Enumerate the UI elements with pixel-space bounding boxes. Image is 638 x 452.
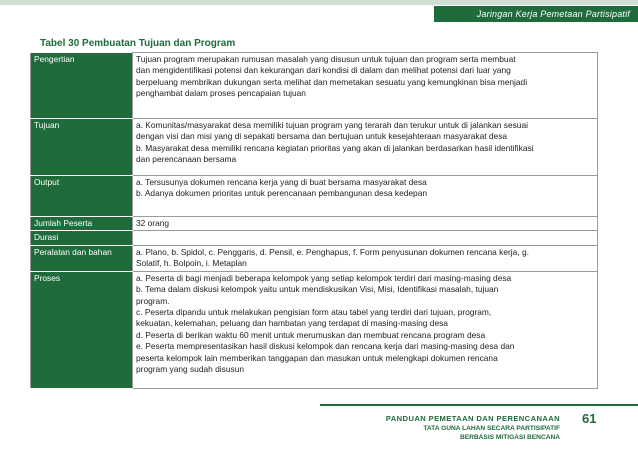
table-row: [31, 217, 598, 231]
text-line: a. Peserta di bagi menjadi beberapa kelompok yang setiap kelompok terdiri dari masing-masing desa: [136, 272, 512, 283]
row-content-durasi: [133, 231, 598, 245]
table-row: [31, 119, 598, 176]
text-line: penghambat dalam proses pencapaian tujuan: [136, 88, 306, 99]
footer-publication: [386, 414, 560, 443]
table-row: [31, 271, 598, 388]
footer-subtitle-2: BERBASIS MITIGASI BENCANA: [459, 434, 560, 441]
row-content-peralatan: [133, 245, 598, 271]
text-line: kekuatan, kelemahan, peluang dan hambatan yang terdapat di masing-masing desa: [136, 318, 448, 329]
text-line: program yang sudah disusun: [136, 364, 245, 375]
row-label-tujuan: Tujuan: [31, 119, 133, 176]
text-line: Tujuan program merupakan rumusan masalah yang disusun untuk tujuan dan program serta membuat: [136, 54, 516, 64]
footer-title: PANDUAN PEMETAAN DAN PERENCANAAN: [385, 414, 560, 423]
footer-subtitle: TATA GUNA LAHAN SECARA PARTISIPATIF: [423, 424, 560, 432]
text-line: Solatif, h. Bolpoin, i. Metaplan: [136, 258, 247, 269]
text-line: b. Tema dalam diskusi kelompok yaitu untuk mendiskusikan Visi, Misi, Identifikasi masalah, tujuan: [136, 284, 499, 295]
text-line: d. Peserta di berikan waktu 60 menit untuk merumuskan dan membuat rencana program desa: [136, 329, 486, 340]
text-line: dan mengidentifikasi potensi dan kekurangan dari kondisi di dalam dan melihat potensi dari luar yang: [136, 65, 511, 76]
row-label-jumlah-peserta: Jumlah Peserta: [31, 217, 133, 231]
running-header: Jaringan Kerja Pemetaan Partisipatif: [434, 6, 638, 22]
table-row: [31, 176, 598, 217]
row-content-output: [133, 176, 598, 217]
text-line: e. Peserta mempresentasikan hasil diskusi kelompok dan rencana kerja dari masing-masing desa dan: [136, 341, 515, 352]
text-line: a. Plano, b. Spidol, c. Penggaris, d. Pensil, e. Penghapus, f. Form penyusunan dokumen rencana kerja, g.: [136, 246, 529, 257]
row-label-durasi: Durasi: [31, 231, 133, 245]
text-line: b. Masyarakat desa memiliki rencana kegiatan prioritas yang akan di jalankan berdasarkan hasil identifikasi: [136, 142, 534, 153]
row-content-proses: [133, 271, 598, 388]
table-title: Tabel 30 Pembuatan Tujuan dan Program: [40, 38, 236, 49]
text-line: a. Tersusunya dokumen rencana kerja yang di buat bersama masyarakat desa: [136, 177, 427, 187]
row-label-pengertian: Pengertian: [31, 53, 133, 119]
text-line: berpeluang membrikan dukungan serta melihat dan memetakan sesuatu yang kemungkinan bisa menjadi: [136, 76, 528, 87]
text-line: program.: [136, 295, 170, 306]
program-table: [30, 52, 598, 389]
table-row: [31, 245, 598, 271]
table-row: [31, 53, 598, 119]
text-line: b. Adanya dokumen prioritas untuk perencanaan pembangunan desa kedepan: [136, 188, 428, 199]
table-row: [31, 231, 598, 245]
text-line: dan perencanaan bersama: [136, 154, 237, 165]
row-label-peralatan: Peralatan dan bahan: [31, 245, 133, 271]
row-content-tujuan: [133, 119, 598, 176]
text-line: c. Peserta dipandu untuk melakukan pengisian form atau tabel yang terdiri dari tujuan, program,: [136, 307, 492, 318]
row-content-pengertian: [133, 53, 598, 119]
row-label-proses: Proses: [31, 271, 133, 388]
text-line: a. Komunitas/masyarakat desa memiliki tujuan program yang terarah dan terukur untuk di jalankan sesuai: [136, 120, 528, 130]
page-number: 61: [582, 411, 597, 426]
row-content-jumlah-peserta: 32 orang: [133, 217, 598, 231]
top-decorative-strip: [0, 0, 638, 5]
text-line: peserta kelompok lain memberikan tanggapan dan masukan untuk melengkapi dokumen rencana: [136, 352, 498, 363]
footer-divider: [320, 404, 638, 406]
text-line: dengan visi dan misi yang di sepakati bersama dan bertujuan untuk kesejahteraan masyarakat desa: [136, 131, 508, 142]
row-label-output: Output: [31, 176, 133, 217]
